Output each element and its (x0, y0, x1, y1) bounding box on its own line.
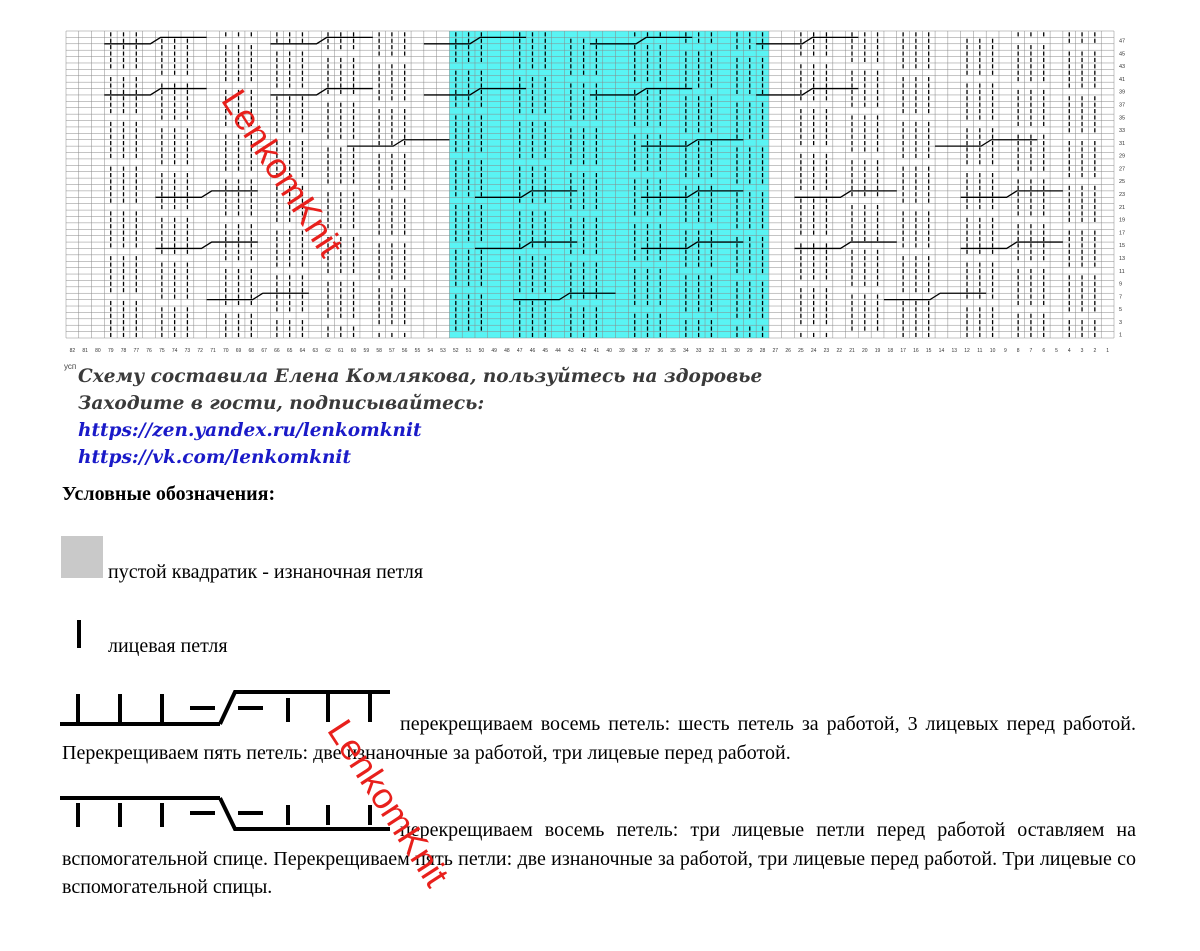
column-number: 82 (69, 348, 76, 354)
column-number: 72 (197, 348, 203, 354)
column-number: 34 (683, 348, 689, 354)
column-number: 57 (389, 348, 395, 354)
column-number: 70 (222, 348, 229, 354)
column-number: 5 (1055, 348, 1058, 354)
column-number: 58 (376, 348, 382, 354)
column-number: 53 (440, 348, 446, 354)
row-number: 15 (1119, 243, 1126, 250)
knitting-chart (0, 0, 1200, 362)
row-number: 23 (1119, 192, 1126, 199)
column-number: 25 (798, 348, 804, 354)
column-number: 23 (823, 348, 830, 354)
column-number: 40 (606, 348, 612, 354)
column-number: 48 (504, 348, 510, 354)
column-number: 35 (670, 348, 676, 354)
column-number: 28 (759, 348, 766, 354)
chart-row-numbers (1119, 39, 1125, 339)
column-number: 38 (631, 348, 638, 354)
row-number: 13 (1119, 255, 1126, 262)
column-number: 4 (1067, 348, 1071, 354)
row-number: 9 (1119, 281, 1123, 288)
row-number: 5 (1119, 307, 1123, 314)
row-number: 29 (1119, 153, 1126, 160)
column-number: 77 (133, 348, 140, 354)
row-number: 27 (1119, 166, 1126, 173)
corner-label: усп (64, 362, 77, 371)
row-number: 41 (1119, 76, 1126, 83)
column-number: 15 (925, 348, 932, 354)
column-number: 80 (95, 348, 101, 354)
row-number: 17 (1119, 230, 1126, 237)
column-number: 68 (248, 348, 255, 354)
row-number: 31 (1119, 140, 1126, 147)
watermark-bottom: LenkomKnit (319, 712, 458, 894)
column-number: 47 (516, 348, 523, 354)
credits-block (78, 363, 762, 471)
watermark-top: LenkomKnit (213, 82, 352, 264)
column-number: 8 (1016, 348, 1020, 354)
column-number: 64 (299, 348, 306, 354)
column-number: 17 (900, 348, 906, 354)
row-number: 47 (1119, 38, 1126, 45)
column-number: 41 (593, 348, 600, 354)
column-number: 19 (874, 348, 881, 354)
column-number: 61 (337, 348, 344, 354)
column-number: 50 (478, 348, 485, 354)
column-number: 78 (120, 348, 127, 354)
row-number: 37 (1119, 102, 1126, 109)
column-number: 18 (887, 348, 894, 354)
chart-grid (66, 31, 1114, 338)
column-number: 71 (210, 348, 216, 354)
chart-column-numbers (70, 348, 1110, 354)
row-number: 1 (1119, 332, 1123, 339)
column-number: 56 (401, 348, 408, 354)
column-number: 22 (836, 348, 843, 354)
column-number: 10 (989, 348, 996, 354)
cable-right-description: перекрещиваем восемь петель: шесть петель за работой, 3 лицевых перед работой. Перекрещиваем пять петель: две изнаночные за работой, три лицевые перед работой. (62, 713, 1136, 764)
column-number: 39 (619, 348, 625, 354)
column-number: 36 (657, 348, 664, 354)
column-number: 33 (695, 348, 702, 354)
column-number: 3 (1080, 348, 1084, 354)
column-number: 75 (159, 348, 165, 354)
knit-symbol (77, 620, 81, 648)
column-number: 52 (453, 348, 459, 354)
row-number: 25 (1119, 179, 1126, 186)
row-number: 21 (1119, 204, 1126, 211)
column-number: 54 (427, 348, 434, 354)
column-number: 66 (274, 348, 280, 354)
column-number: 26 (785, 348, 791, 354)
column-number: 46 (529, 348, 536, 354)
column-number: 43 (568, 348, 574, 354)
purl-swatch (61, 536, 103, 578)
column-number: 9 (1003, 348, 1007, 354)
zen-link[interactable]: https://zen.yandex.ru/lenkomknit (78, 420, 422, 441)
column-number: 1 (1106, 348, 1110, 354)
column-number: 74 (171, 348, 178, 354)
credits-invite: Заходите в гости, подписывайтесь: (78, 393, 485, 414)
column-number: 27 (772, 348, 779, 354)
column-number: 37 (644, 348, 651, 354)
vk-link[interactable]: https://vk.com/lenkomknit (78, 447, 352, 468)
column-number: 31 (721, 348, 727, 354)
row-number: 39 (1119, 89, 1126, 96)
column-number: 6 (1042, 348, 1046, 354)
column-number: 62 (325, 348, 331, 354)
row-number: 7 (1119, 294, 1123, 301)
column-number: 63 (312, 348, 319, 354)
column-number: 73 (184, 348, 191, 354)
legend-title: Условные обозначения: (62, 483, 276, 505)
column-number: 45 (542, 348, 549, 354)
cable-left-description: перекрещиваем восемь петель: три лицевые петли перед работой оставляем на вспомогательной спице. Перекрещиваем пять петли: две изнаночные за работой, три лицевые перед работой. Три лицевые со вспомогательной спицы. (62, 819, 1136, 898)
column-number: 79 (107, 348, 114, 354)
column-number: 11 (977, 348, 983, 354)
column-number: 81 (82, 348, 88, 354)
column-number: 2 (1093, 348, 1097, 354)
column-number: 65 (286, 348, 293, 354)
row-number: 3 (1119, 319, 1123, 326)
credits-author: Схему составила Елена Комлякова, пользуйтесь на здоровье (78, 366, 763, 387)
column-number: 44 (555, 348, 561, 354)
column-number: 29 (746, 348, 753, 354)
column-number: 69 (235, 348, 242, 354)
row-number: 19 (1119, 217, 1126, 224)
column-number: 76 (146, 348, 152, 354)
row-number: 43 (1119, 64, 1126, 71)
column-number: 67 (261, 348, 267, 354)
column-number: 14 (938, 348, 945, 354)
column-number: 59 (363, 348, 370, 354)
column-number: 7 (1029, 348, 1033, 354)
column-number: 55 (414, 348, 421, 354)
row-number: 11 (1119, 268, 1125, 275)
column-number: 30 (734, 348, 740, 354)
column-number: 16 (913, 348, 919, 354)
column-number: 42 (580, 348, 587, 354)
column-number: 13 (951, 348, 958, 354)
row-number: 35 (1119, 115, 1126, 122)
column-number: 21 (849, 348, 855, 354)
purl-description: пустой квадратик - изнаночная петля (108, 561, 424, 583)
row-number: 33 (1119, 128, 1126, 135)
column-number: 24 (810, 348, 817, 354)
row-number: 45 (1119, 51, 1126, 58)
column-number: 32 (708, 348, 715, 354)
knit-description: лицевая петля (108, 635, 228, 657)
column-number: 60 (350, 348, 357, 354)
column-number: 49 (491, 348, 497, 354)
column-number: 20 (861, 348, 868, 354)
column-number: 12 (964, 348, 970, 354)
column-number: 51 (465, 348, 472, 354)
